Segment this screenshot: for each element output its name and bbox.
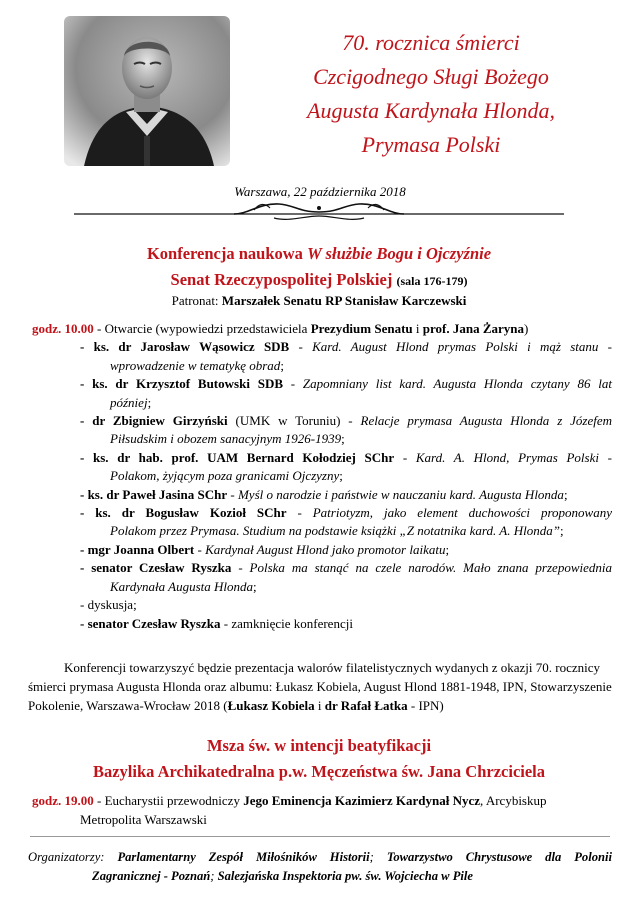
organizer-2: Towarzystwo Chrystusowe dla Polonii — [386, 850, 612, 864]
talk-title: Patriotyzm, jako element duchowości proponowany — [312, 505, 612, 521]
conference-subtitle: W służbie Bogu i Ojczyźnie — [307, 244, 492, 263]
organizer-sep: ; — [210, 869, 218, 883]
item-end: ; — [341, 431, 345, 447]
closing-text: - zamknięcie konferencji — [220, 615, 353, 631]
program-discussion: - dyskusja; — [80, 597, 137, 613]
mass-text-c: Metropolita Warszawski — [80, 811, 207, 827]
talk-title-cont: wprowadzenie w tematykę obrad — [110, 357, 281, 373]
talk-title-cont: później — [110, 394, 148, 410]
talk-title: Polska ma stanąć na czele narodów. Mało znana przepowiednia — [249, 560, 612, 576]
conference-heading — [0, 244, 638, 264]
program-item — [32, 486, 612, 504]
talk-title-cont: Polakom przez Prymasa. Studium na podstawie książki „Z notatnika kard. A. Hlonda” — [110, 523, 560, 539]
program-time: godz. 10.00 — [32, 321, 94, 336]
patronage — [0, 293, 638, 309]
separator: - — [394, 449, 416, 465]
mass-time: godz. 19.00 — [32, 793, 94, 808]
cardinal-portrait-photo — [64, 16, 230, 166]
opening-and: i — [415, 321, 420, 336]
conference-label: Konferencja naukowa — [146, 244, 303, 263]
conference-venue — [0, 270, 638, 290]
event-title — [250, 26, 612, 162]
item-end: ; — [559, 523, 564, 539]
patronage-name: Marszałek Senatu RP Stanisław Karczewski — [221, 293, 467, 308]
item-end: ; — [147, 394, 152, 410]
speaker: - ks. dr Paweł Jasina SChr — [80, 486, 228, 502]
closing-speaker: - senator Czesław Ryszka — [80, 615, 221, 631]
program-item — [32, 412, 612, 430]
program-item — [32, 541, 612, 559]
ornamental-divider — [74, 198, 564, 224]
exhibition-text: Konferencji towarzyszyć będzie prezentacja walorów filatelistycznych wydanych z okazji 70. rocznicy śmierci prymasa Augusta Hlonda oraz albumu: Łukasz Kobiela, August Hlond 1881-1948, IPN, Stowarzyszenie Pokolenie, Warszawa-Wrocław 2018 ( — [28, 660, 612, 713]
title-line-3: Augusta Kardynała Hlonda, — [307, 98, 555, 123]
program-item — [32, 375, 612, 393]
mass-details — [32, 792, 612, 829]
speaker: - dr Zbigniew Girzyński — [80, 413, 228, 429]
authors-and: i — [314, 698, 325, 713]
program-item-cont — [32, 430, 612, 448]
talk-title-cont: Piłsudskim i obozem sanacyjnym 1926-1939 — [110, 431, 342, 447]
opening-professor: prof. Jana Żaryna — [422, 321, 525, 336]
title-line-2: Czcigodnego Sługi Bożego — [313, 64, 549, 89]
talk-title: Relacje prymasa Augusta Hlonda z Józefem — [360, 413, 612, 429]
mass-text-a: - Eucharystii przewodniczy — [93, 793, 244, 808]
speaker: - ks. dr Krzysztof Butowski SDB — [80, 376, 284, 392]
opening-close: ) — [524, 321, 529, 336]
organizer-sep: ; — [369, 850, 387, 864]
talk-title: Myśl o narodzie i państwie w nauczaniu kard. Augusta Hlonda — [237, 486, 564, 502]
patronage-label: Patronat: — [171, 293, 219, 308]
speaker: - ks. dr hab. prof. UAM Bernard Kołodziej SChr — [80, 449, 395, 465]
program-item — [32, 559, 612, 577]
item-end: ; — [339, 468, 343, 484]
mass-venue: Bazylika Archikatedralna p.w. Męczeństwa św. Jana Chrzciciela — [92, 762, 546, 781]
organizer-3: Salezjańska Inspektoria pw. św. Wojciecha w Pile — [217, 869, 474, 883]
organizer-2-cont: Zagranicznej - Poznań — [92, 869, 211, 883]
talk-title-cont: Kardynała Augusta Hlonda — [110, 578, 254, 594]
program-item-cont — [32, 467, 612, 485]
item-end: ; — [280, 357, 284, 373]
speaker: - senator Czesław Ryszka — [80, 560, 232, 576]
item-end: ; — [563, 486, 568, 502]
separator: - — [289, 339, 313, 355]
speaker: - mgr Joanna Olbert — [80, 541, 195, 557]
talk-title: Kardynał August Hlond jako promotor laikatu — [205, 541, 446, 557]
album-author-2: dr Rafał Łatka — [324, 698, 408, 713]
exhibition-tail: - IPN) — [407, 698, 444, 713]
mass-celebrant: Jego Eminencja Kazimierz Kardynał Nycz — [243, 793, 481, 808]
mass-heading: Msza św. w intencji beatyfikacji — [206, 736, 432, 755]
footer-divider — [30, 836, 610, 837]
talk-title-cont: Polakom, żyjącym poza granicami Ojczyzny — [110, 468, 340, 484]
program-item-cont — [32, 522, 612, 540]
affiliation: (UMK w Toruniu) - — [227, 413, 361, 429]
separator: - — [286, 505, 313, 521]
item-end: ; — [253, 578, 257, 594]
program-item — [32, 449, 612, 467]
separator: - — [194, 541, 206, 557]
opening-presidium: Prezydium Senatu — [310, 321, 413, 336]
separator: - — [227, 486, 238, 502]
talk-title: Kard. A. Hlond, Prymas Polski - — [415, 449, 612, 465]
place-date: Warszawa, 22 października 2018 — [234, 184, 406, 199]
mass-text-b: , Arcybiskup — [480, 793, 547, 808]
separator: - — [231, 560, 250, 576]
item-end: ; — [445, 541, 450, 557]
program-item — [32, 504, 612, 522]
album-author-1: Łukasz Kobiela — [227, 698, 315, 713]
venue-name: Senat Rzeczypospolitej Polskiej — [170, 270, 393, 289]
venue-room: (sala 176-179) — [396, 274, 468, 288]
opening-text-a: - Otwarcie (wypowiedzi przedstawiciela — [97, 321, 308, 336]
program-item-cont — [32, 357, 612, 375]
organizers-label: Organizatorzy: — [28, 850, 105, 864]
separator: - — [283, 376, 303, 392]
speaker: - ks. dr Bogusław Kozioł SChr — [80, 505, 287, 521]
organizer-1: Parlamentarny Zespół Miłośników Historii — [117, 850, 370, 864]
title-line-1: 70. rocznica śmierci — [342, 30, 520, 55]
program-item-cont — [32, 578, 612, 596]
talk-title: Kard. August Hlond prymas Polski i mąż stanu - — [312, 339, 612, 355]
talk-title: Zapomniany list kard. Augusta Hlonda czytany 86 lat — [302, 376, 612, 392]
title-line-4: Prymasa Polski — [361, 132, 501, 157]
program-item-cont — [32, 394, 612, 412]
program-closing — [32, 615, 612, 633]
organizers — [28, 848, 612, 886]
conference-program — [32, 320, 612, 633]
exhibition-paragraph — [28, 658, 612, 715]
program-opening — [32, 320, 612, 338]
program-item — [32, 338, 612, 356]
speaker: - ks. dr Jarosław Wąsowicz SDB — [80, 339, 290, 355]
